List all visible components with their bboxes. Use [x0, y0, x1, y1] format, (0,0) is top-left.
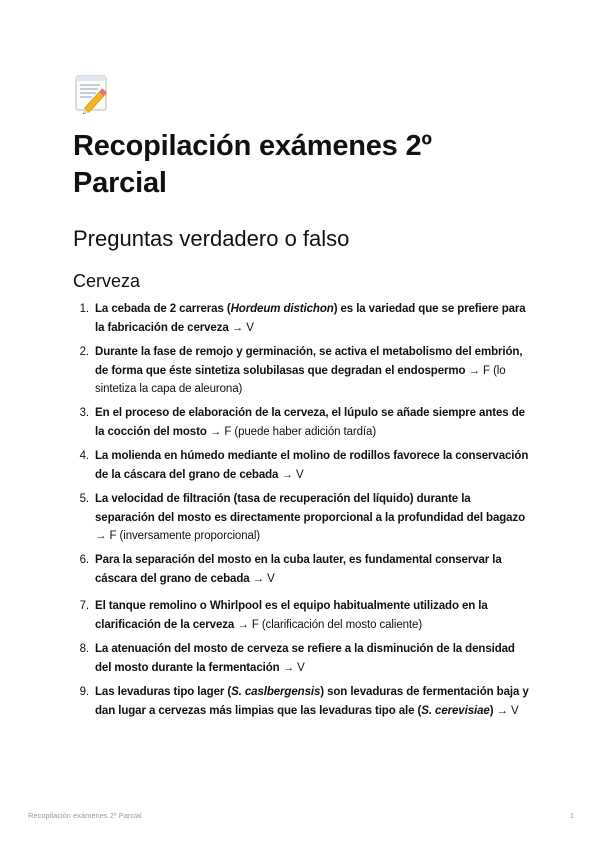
- question-text-bold: La cebada de 2 carreras (: [95, 303, 231, 315]
- footer-title: Recopilación exámenes 2º Parcial: [28, 811, 142, 820]
- list-item: [73, 597, 533, 634]
- question-text: [95, 683, 533, 720]
- answer-text: V: [267, 572, 275, 585]
- arrow-icon: →: [95, 530, 110, 542]
- list-item-number: 7.: [79, 600, 89, 612]
- question-text-bold: ) son levaduras de fermentación baja y dan lugar a cervezas más limpias que las levaduras tipo ale (: [95, 686, 529, 717]
- list-item: [73, 683, 533, 720]
- question-text-italic: S. cerevisiae: [421, 704, 490, 717]
- question-text-bold: La atenuación del mosto de cerveza se refiere a la disminución de la densidad del mosto durante la fermentación: [95, 643, 515, 674]
- answer-text: V: [297, 661, 305, 674]
- question-text: [95, 551, 533, 588]
- arrow-icon: →: [228, 321, 247, 334]
- question-text-bold: La velocidad de filtración (tasa de recuperación del líquido) durante la separación del mosto es directamente proporcional a la profundidad del bagazo: [95, 493, 526, 524]
- question-text-bold: ): [489, 704, 494, 717]
- answer-text: F (clarificación del mosto caliente): [251, 618, 423, 631]
- list-item-number: 3.: [79, 407, 89, 419]
- question-text: [95, 343, 533, 399]
- list-item-number: 9.: [79, 686, 89, 698]
- list-item: [73, 447, 533, 484]
- footer-page-number: 1: [569, 811, 574, 820]
- answer-text: F (puede haber adición tardía): [224, 425, 377, 438]
- list-item: [73, 343, 533, 399]
- answer-text: V: [246, 321, 254, 334]
- arrow-icon: →: [465, 364, 484, 377]
- list-item: [73, 490, 533, 546]
- question-text-italic: S. caslbergensis: [231, 686, 321, 698]
- arrow-icon: →: [493, 704, 512, 717]
- answer-text: V: [295, 468, 304, 481]
- list-item-number: 2.: [79, 346, 89, 358]
- list-item: [73, 404, 533, 441]
- question-text: [95, 490, 533, 546]
- arrow-icon: →: [278, 468, 296, 481]
- memo-pencil-icon: [74, 74, 112, 114]
- list-item-number: 6.: [79, 554, 89, 566]
- list-item: [73, 640, 533, 677]
- list-item-number: 5.: [79, 493, 89, 505]
- list-item-number: 1.: [79, 303, 89, 315]
- question-text: [95, 404, 533, 441]
- question-text: [95, 640, 533, 677]
- question-text: [95, 447, 533, 484]
- answer-text: V: [511, 704, 519, 717]
- question-text-bold: En el proceso de elaboración de la cerveza, el lúpulo se añade siempre antes de la cocción del mosto: [95, 407, 525, 438]
- list-item-number: 4.: [79, 450, 89, 462]
- list-item-number: 8.: [79, 643, 89, 655]
- question-text-bold: ) es la variedad que se prefiere para la fabricación de cerveza: [95, 303, 526, 334]
- question-text-bold: El tanque remolino o Whirlpool es el equipo habitualmente utilizado en la clarificación de la cerveza: [95, 600, 488, 631]
- question-text-italic: Hordeum distichon: [230, 303, 334, 315]
- arrow-icon: →: [279, 661, 298, 674]
- subsection-heading: Cerveza: [73, 271, 141, 291]
- question-text-bold: Durante la fase de remojo y germinación, se activa el metabolismo del embrión, de forma que éste sintetiza solubilasas que degradan el endospermo: [95, 346, 523, 377]
- arrow-icon: →: [249, 572, 268, 585]
- question-text-bold: Para la separación del mosto en la cuba lauter, es fundamental conservar la cáscara del grano de cebada: [95, 554, 502, 585]
- list-item: [73, 300, 533, 337]
- list-item: [73, 551, 533, 588]
- question-text-bold: Las levaduras tipo lager (: [95, 686, 232, 698]
- question-text: [95, 300, 533, 337]
- page-title: Recopilación exámenes 2º Parcial: [73, 130, 432, 199]
- arrow-icon: →: [234, 618, 252, 631]
- section-heading: Preguntas verdadero o falso: [73, 226, 350, 251]
- answer-text: F (inversamente proporcional): [109, 530, 260, 542]
- answer-text: F (lo sintetiza la capa de aleurona): [95, 364, 506, 395]
- arrow-icon: →: [206, 425, 225, 438]
- question-text-bold: La molienda en húmedo mediante el molino de rodillos favorece la conservación de la cáscara del grano de cebada: [95, 450, 529, 481]
- question-text: [95, 597, 533, 634]
